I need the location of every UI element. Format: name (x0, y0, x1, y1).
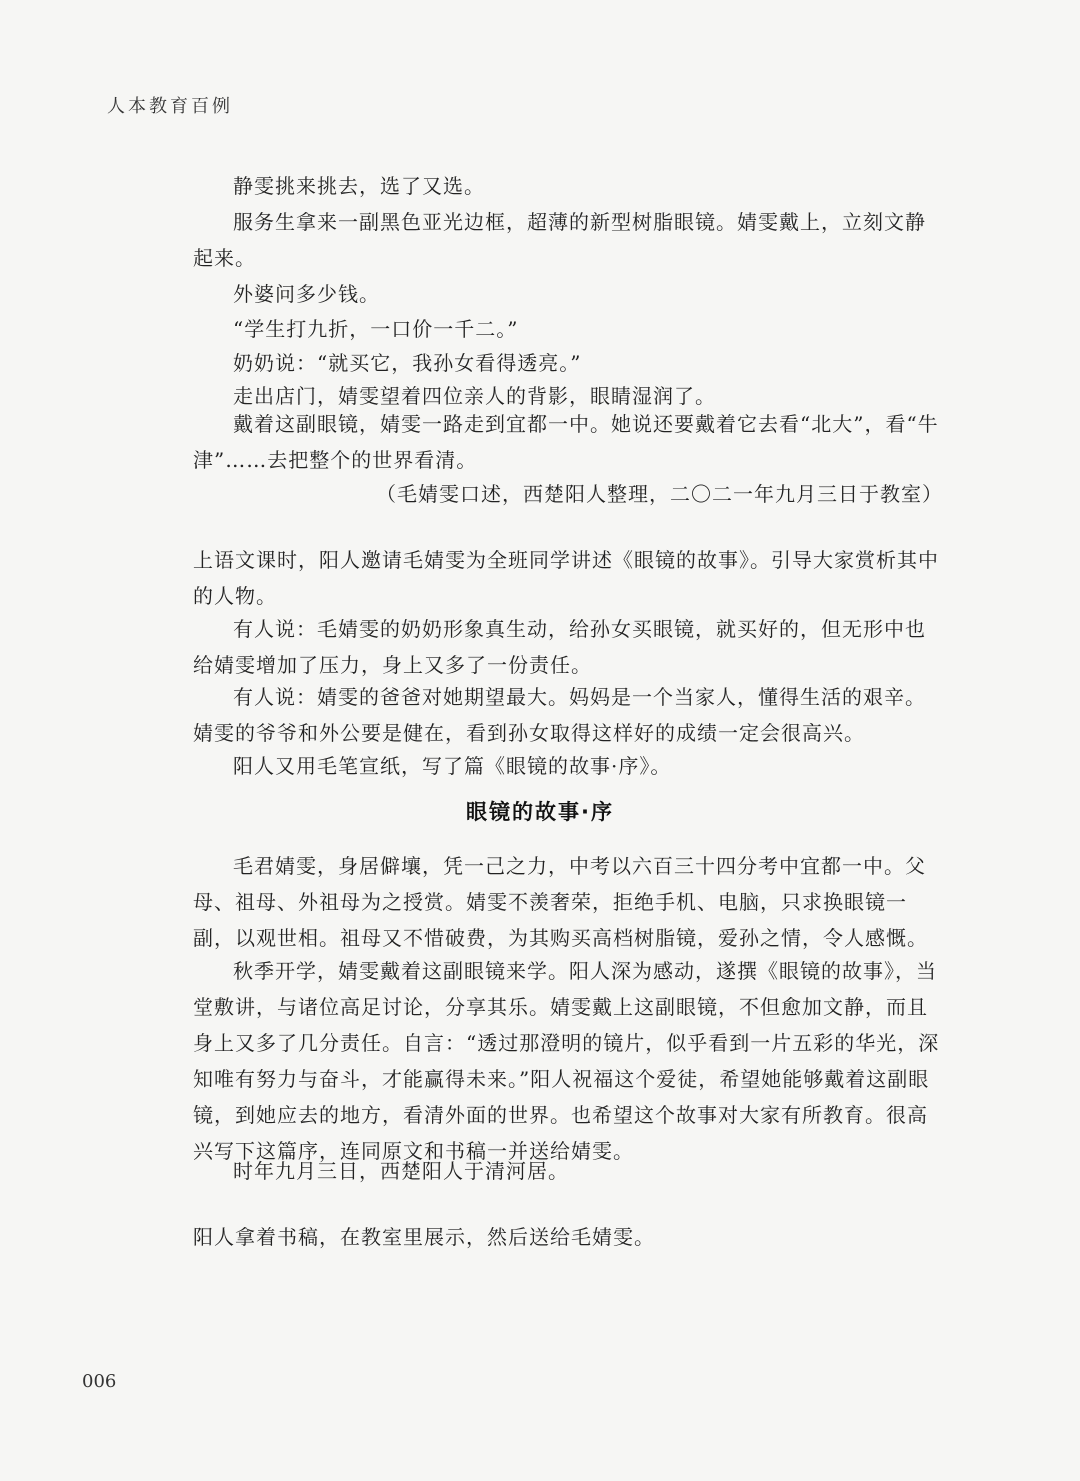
excerpt-paragraph-2: 服务生拿来一副黑色亚光边框，超薄的新型树脂眼镜。婧雯戴上，立刻文静起来。 (193, 210, 926, 270)
excerpt-paragraph-1: 静雯挑来挑去，选了又选。 (233, 174, 485, 198)
running-header: 人本教育百例 (107, 96, 233, 117)
closing-paragraph: 阳人拿着书稿，在教室里展示，然后送给毛婧雯。 (193, 1225, 655, 1249)
discussion-paragraph-3: 有人说：婧雯的爸爸对她期望最大。妈妈是一个当家人，懂得生活的艰辛。婧雯的爷爷和外公要是健在，看到孙女取得这样好的成绩一定会很高兴。 (193, 685, 926, 745)
preface-title: 眼镜的故事·序 (466, 800, 614, 824)
excerpt-paragraph-3: 外婆问多少钱。 (233, 282, 380, 306)
page-number: 006 (82, 1371, 117, 1392)
preface-paragraph-2: 秋季开学，婧雯戴着这副眼镜来学。阳人深为感动，遂撰《眼镜的故事》，当堂敷讲，与诸位高足讨论，分享其乐。婧雯戴上这副眼镜，不但愈加文静，而且身上又多了几分责任。自言：“透过那澄明的镜片，似乎看到一片五彩的华光，深知唯有努力与奋斗，才能赢得未来。”阳人祝福这个爱徒，希望她能够戴着这副眼镜，到她应去的地方，看清外面的世界。也希望这个故事对大家有所教育。很高兴写下这篇序，连同原文和书稿一并送给婧雯。 (193, 959, 940, 1163)
excerpt-attribution: （毛婧雯口述，西楚阳人整理，二〇二一年九月三日于教室） (376, 482, 943, 506)
excerpt-paragraph-4: “学生打九折，一口价一千二。” (233, 317, 519, 341)
discussion-paragraph-4: 阳人又用毛笔宣纸，写了篇《眼镜的故事·序》。 (233, 754, 672, 778)
preface-paragraph-1: 毛君婧雯，身居僻壤，凭一己之力，中考以六百三十四分考中宜都一中。父母、祖母、外祖母为之授赏。婧雯不羡奢荣，拒绝手机、电脑，只求换眼镜一副，以观世相。祖母又不惜破费，为其购买高档树脂镜，爱孙之情，令人感慨。 (193, 854, 928, 950)
excerpt-paragraph-5: 奶奶说：“就买它，我孙女看得透亮。” (233, 351, 582, 375)
excerpt-paragraph-6: 走出店门，婧雯望着四位亲人的背影，眼睛湿润了。 (233, 384, 716, 408)
preface-paragraph-3: 时年九月三日，西楚阳人于清河居。 (233, 1159, 569, 1183)
discussion-paragraph-2: 有人说：毛婧雯的奶奶形象真生动，给孙女买眼镜，就买好的，但无形中也给婧雯增加了压力，身上又多了一份责任。 (193, 617, 926, 677)
discussion-paragraph-1: 上语文课时，阳人邀请毛婧雯为全班同学讲述《眼镜的故事》。引导大家赏析其中的人物。 (193, 548, 939, 608)
excerpt-paragraph-7: 戴着这副眼镜，婧雯一路走到宜都一中。她说还要戴着它去看“北大”，看“牛津”……去把整个的世界看清。 (193, 412, 939, 472)
